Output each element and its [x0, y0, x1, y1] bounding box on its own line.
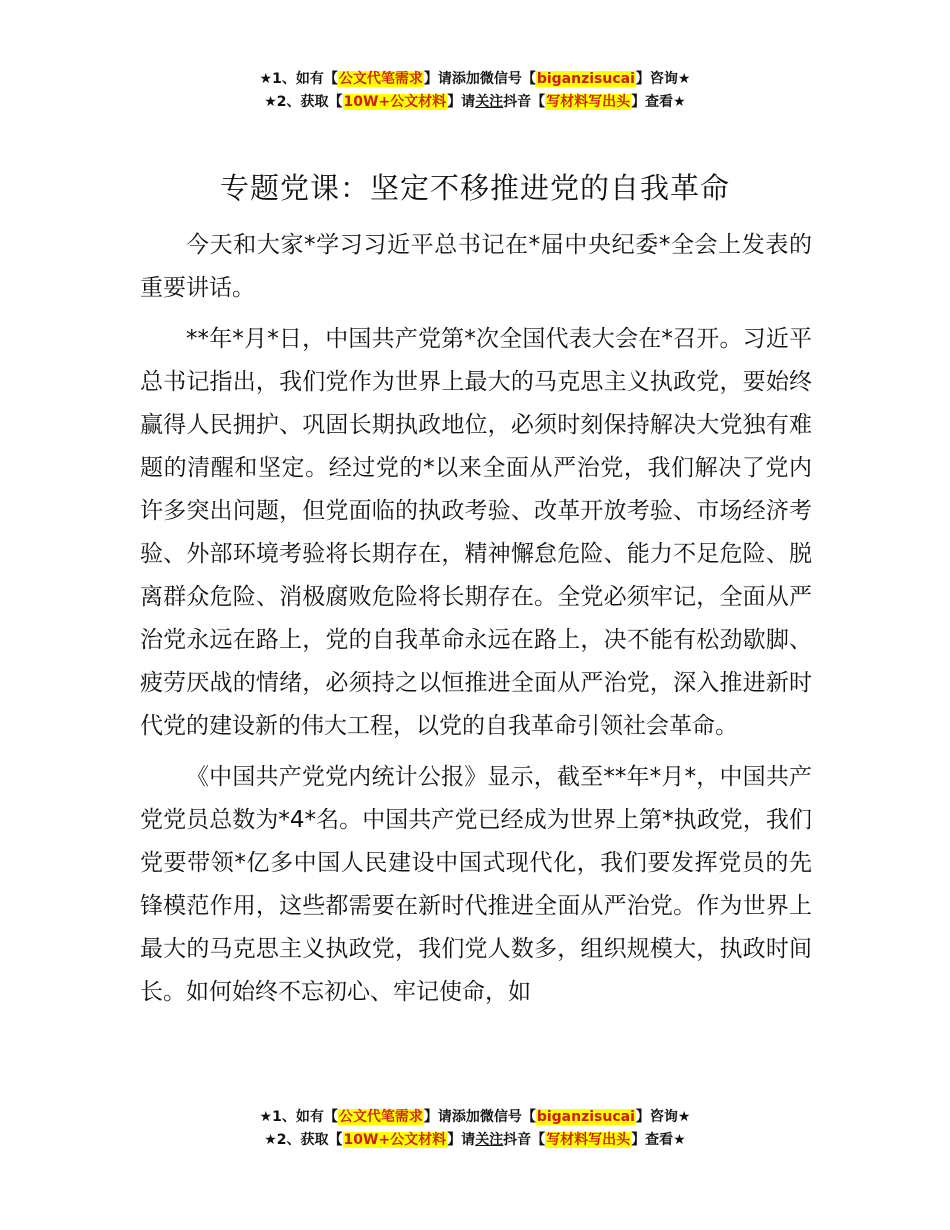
banner-highlight-service: 公文代笔需求 [338, 1109, 423, 1125]
document-body [140, 224, 812, 1022]
banner-text: 】请 [447, 94, 476, 110]
banner-text: 】请添加微信号【 [423, 1109, 536, 1125]
banner-text: 】查看★ [631, 1132, 686, 1148]
banner-line-2 [0, 91, 950, 114]
banner-line-1 [0, 68, 950, 91]
body-paragraph: **年*月*日，中国共产党第*次全国代表大会在*召开。习近平总书记指出，我们党作为世界上最大的马克思主义执政党，要始终赢得人民拥护、巩固长期执政地位，必须时刻保持解决大党独有难题的清醒和坚定。经过党的*以来全面从严治党，我们解决了党内许多突出问题，但党面临的执政考验、改革开放考验、市场经济考验、外部环境考验将长期存在，精神懈怠危险、能力不足危险、脱离群众危险、消极腐败危险将长期存在。全党必须牢记，全面从严治党永远在路上，党的自我革命永远在路上，决不能有松劲歇脚、疲劳厌战的情绪，必须持之以恒推进全面从严治党，深入推进新时代党的建设新的伟大工程，以党的自我革命引领社会革命。 [140, 326, 812, 739]
banner-text: 】查看★ [631, 94, 686, 110]
banner-text: 】请添加微信号【 [423, 71, 536, 87]
footer-banner [0, 1106, 950, 1152]
banner-line-1 [0, 1106, 950, 1129]
banner-highlight-materials: 10W+公文材料 [343, 94, 447, 110]
banner-highlight-wechat-id: biganzisucai [536, 71, 635, 87]
banner-text: 】咨询★ [635, 1109, 691, 1125]
banner-underlined-follow: 关注 [475, 1132, 504, 1148]
banner-highlight-douyin-account: 写材料写出头 [546, 1132, 631, 1148]
body-paragraph: 《中国共产党党内统计公报》显示，截至**年*月*，中国共产党党员总数为*4*名。中国共产党已经成为世界上第*执政党，我们党要带领*亿多中国人民建设中国式现代化，我们要发挥党员的先锋模范作用，这些都需要在新时代推进全面从严治党。作为世界上最大的马克思主义执政党，我们党人数多，组织规模大，执政时间长。如何始终不忘初心、牢记使命，如 [140, 764, 812, 1005]
banner-text: 】请 [447, 1132, 476, 1148]
header-banner [0, 68, 950, 114]
banner-underlined-follow: 关注 [475, 94, 504, 110]
document-title: 专题党课：坚定不移推进党的自我革命 [219, 171, 730, 205]
banner-highlight-wechat-id: biganzisucai [536, 1109, 635, 1125]
body-paragraph: 今天和大家*学习习近平总书记在*届中央纪委*全会上发表的重要讲话。 [140, 232, 812, 301]
banner-highlight-materials: 10W+公文材料 [343, 1132, 447, 1148]
banner-text: ★2、获取【 [264, 94, 343, 110]
banner-text: 抖音【 [503, 94, 546, 110]
banner-text: 】咨询★ [635, 71, 691, 87]
banner-text: ★1、如有【 [259, 1109, 338, 1125]
banner-text: ★2、获取【 [264, 1132, 343, 1148]
banner-highlight-douyin-account: 写材料写出头 [546, 94, 631, 110]
banner-text: ★1、如有【 [259, 71, 338, 87]
banner-line-2 [0, 1129, 950, 1152]
banner-highlight-service: 公文代笔需求 [338, 71, 423, 87]
banner-text: 抖音【 [503, 1132, 546, 1148]
